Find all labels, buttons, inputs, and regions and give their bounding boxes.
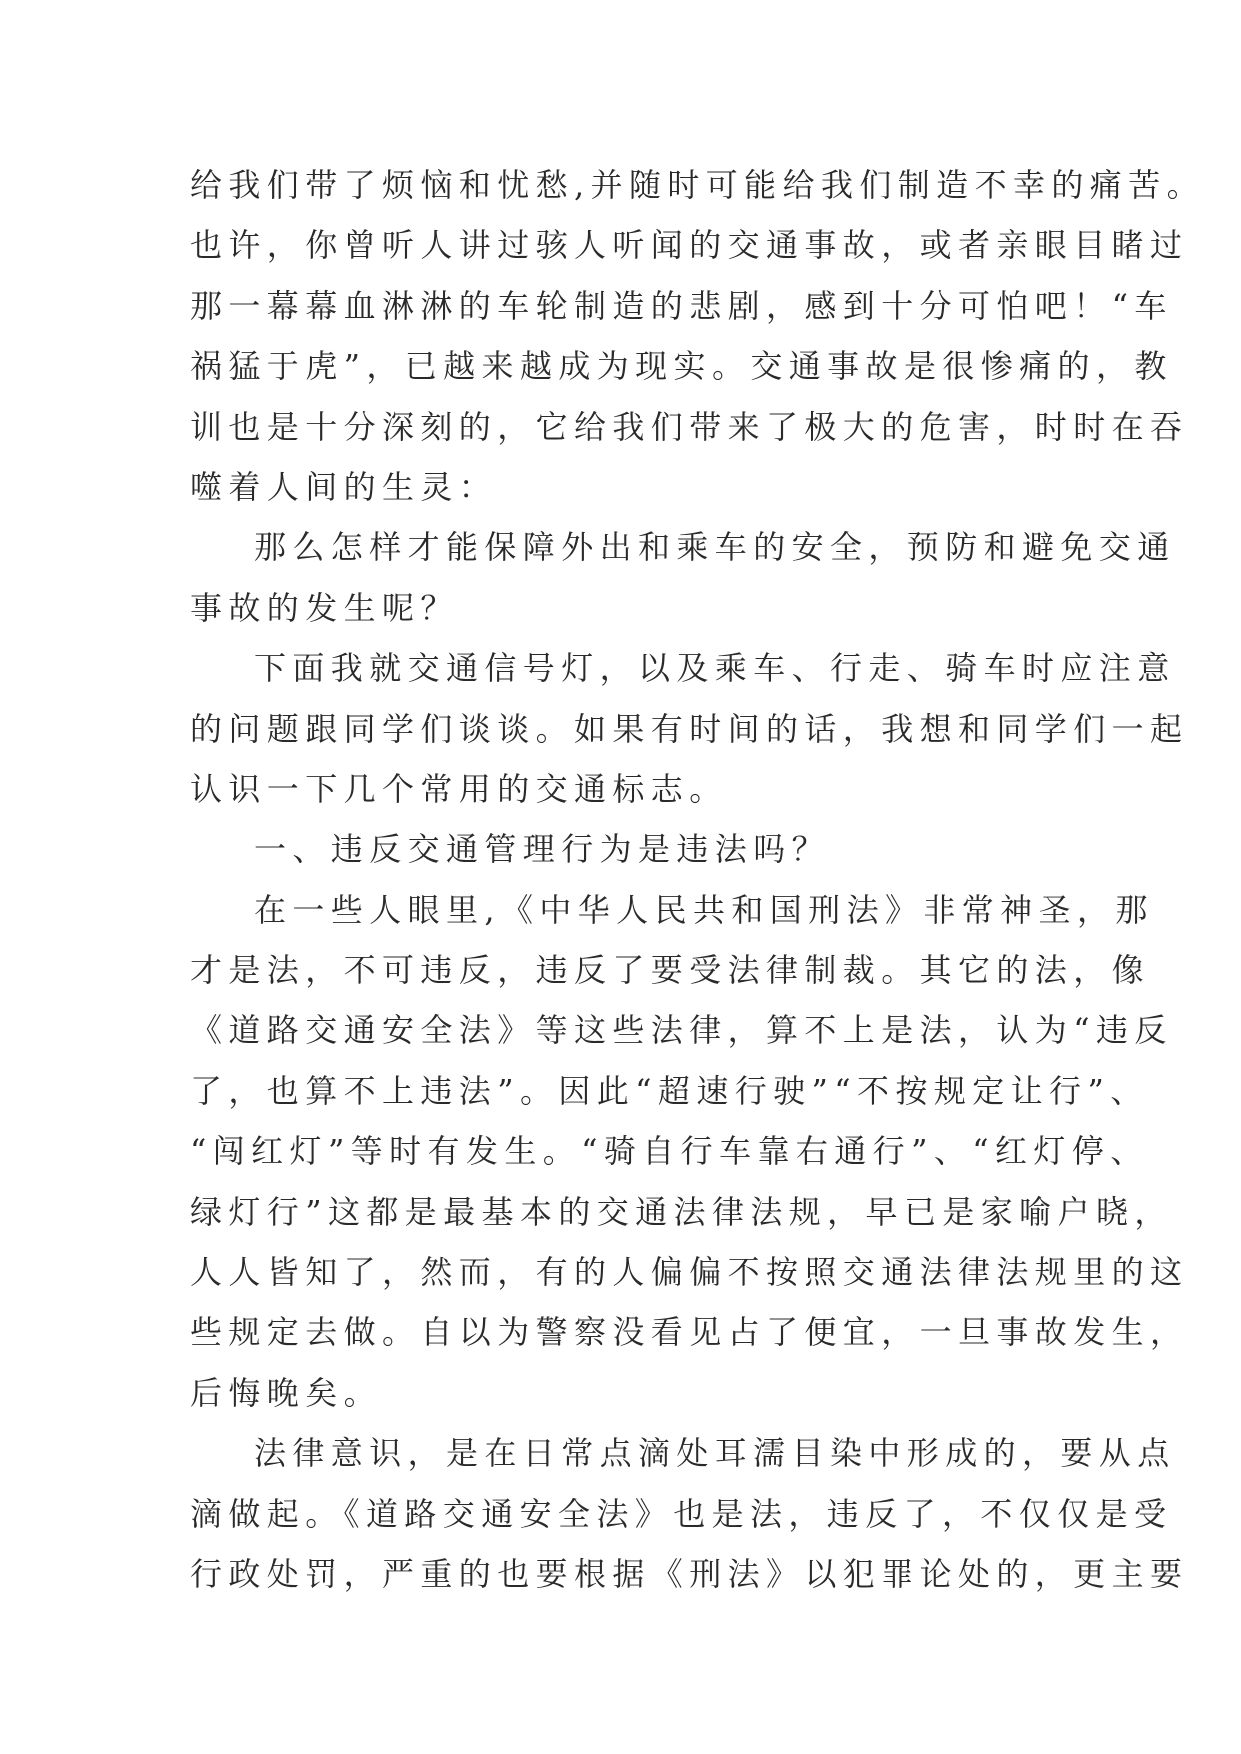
section-heading: 一、违反交通管理行为是违法吗？: [254, 830, 831, 869]
text-line: 行政处罚，严重的也要根据《刑法》以犯罪论处的，更主要: [190, 1554, 1189, 1593]
text-line: 绿灯行”这都是最基本的交通法律法规，早已是家喻户晓，: [190, 1192, 1173, 1231]
text-line: 那一幕幕血淋淋的车轮制造的悲剧，感到十分可怕吧！“车: [190, 286, 1173, 325]
paragraph-start-line: 在一些人眼里,《中华人民共和国刑法》非常神圣，那: [254, 890, 1154, 929]
paragraph-start-line: 那么怎样才能保障外出和乘车的安全，预防和避免交通: [254, 528, 1176, 567]
text-line: 也许，你曾听人讲过骇人听闻的交通事故，或者亲眼目睹过: [190, 226, 1189, 265]
text-line: 才是法，不可违反，违反了要受法律制裁。其它的法，像: [190, 951, 1151, 990]
text-line: “闯红灯”等时有发生。“骑自行车靠右通行”、“红灯停、: [190, 1132, 1149, 1171]
text-line: 滴做起。《道路交通安全法》也是法，违反了，不仅仅是受: [190, 1494, 1173, 1533]
body-text: [190, 155, 1205, 1604]
text-line: 训也是十分深刻的，它给我们带来了极大的危害，时时在吞: [190, 407, 1189, 446]
paragraph-start-line: 法律意识，是在日常点滴处耳濡目染中形成的，要从点: [254, 1434, 1176, 1473]
text-line: 了，也算不上违法”。因此“超速行驶”“不按规定让行”、: [190, 1071, 1149, 1110]
text-line: 《道路交通安全法》等这些法律，算不上是法，认为“违反: [190, 1011, 1173, 1050]
text-line: 噬着人间的生灵：: [190, 467, 498, 506]
text-line: 祸猛于虎”，已越来越成为现实。交通事故是很惨痛的，教: [190, 347, 1173, 386]
text-line: 后悔晚矣。: [190, 1373, 383, 1412]
paragraph-start-line: 下面我就交通信号灯，以及乘车、行走、骑车时应注意: [254, 649, 1176, 688]
text-line: 些规定去做。自以为警察没看见占了便宜，一旦事故发生，: [190, 1313, 1189, 1352]
text-line: 人人皆知了，然而，有的人偏偏不按照交通法律法规里的这: [190, 1253, 1189, 1292]
text-line: 给我们带了烦恼和忧愁,并随时可能给我们制造不幸的痛苦。: [190, 166, 1205, 204]
text-line: 的问题跟同学们谈谈。如果有时间的话，我想和同学们一起: [190, 709, 1189, 748]
text-line: 认识一下几个常用的交通标志。: [190, 769, 728, 808]
text-line: 事故的发生呢？: [190, 588, 459, 627]
